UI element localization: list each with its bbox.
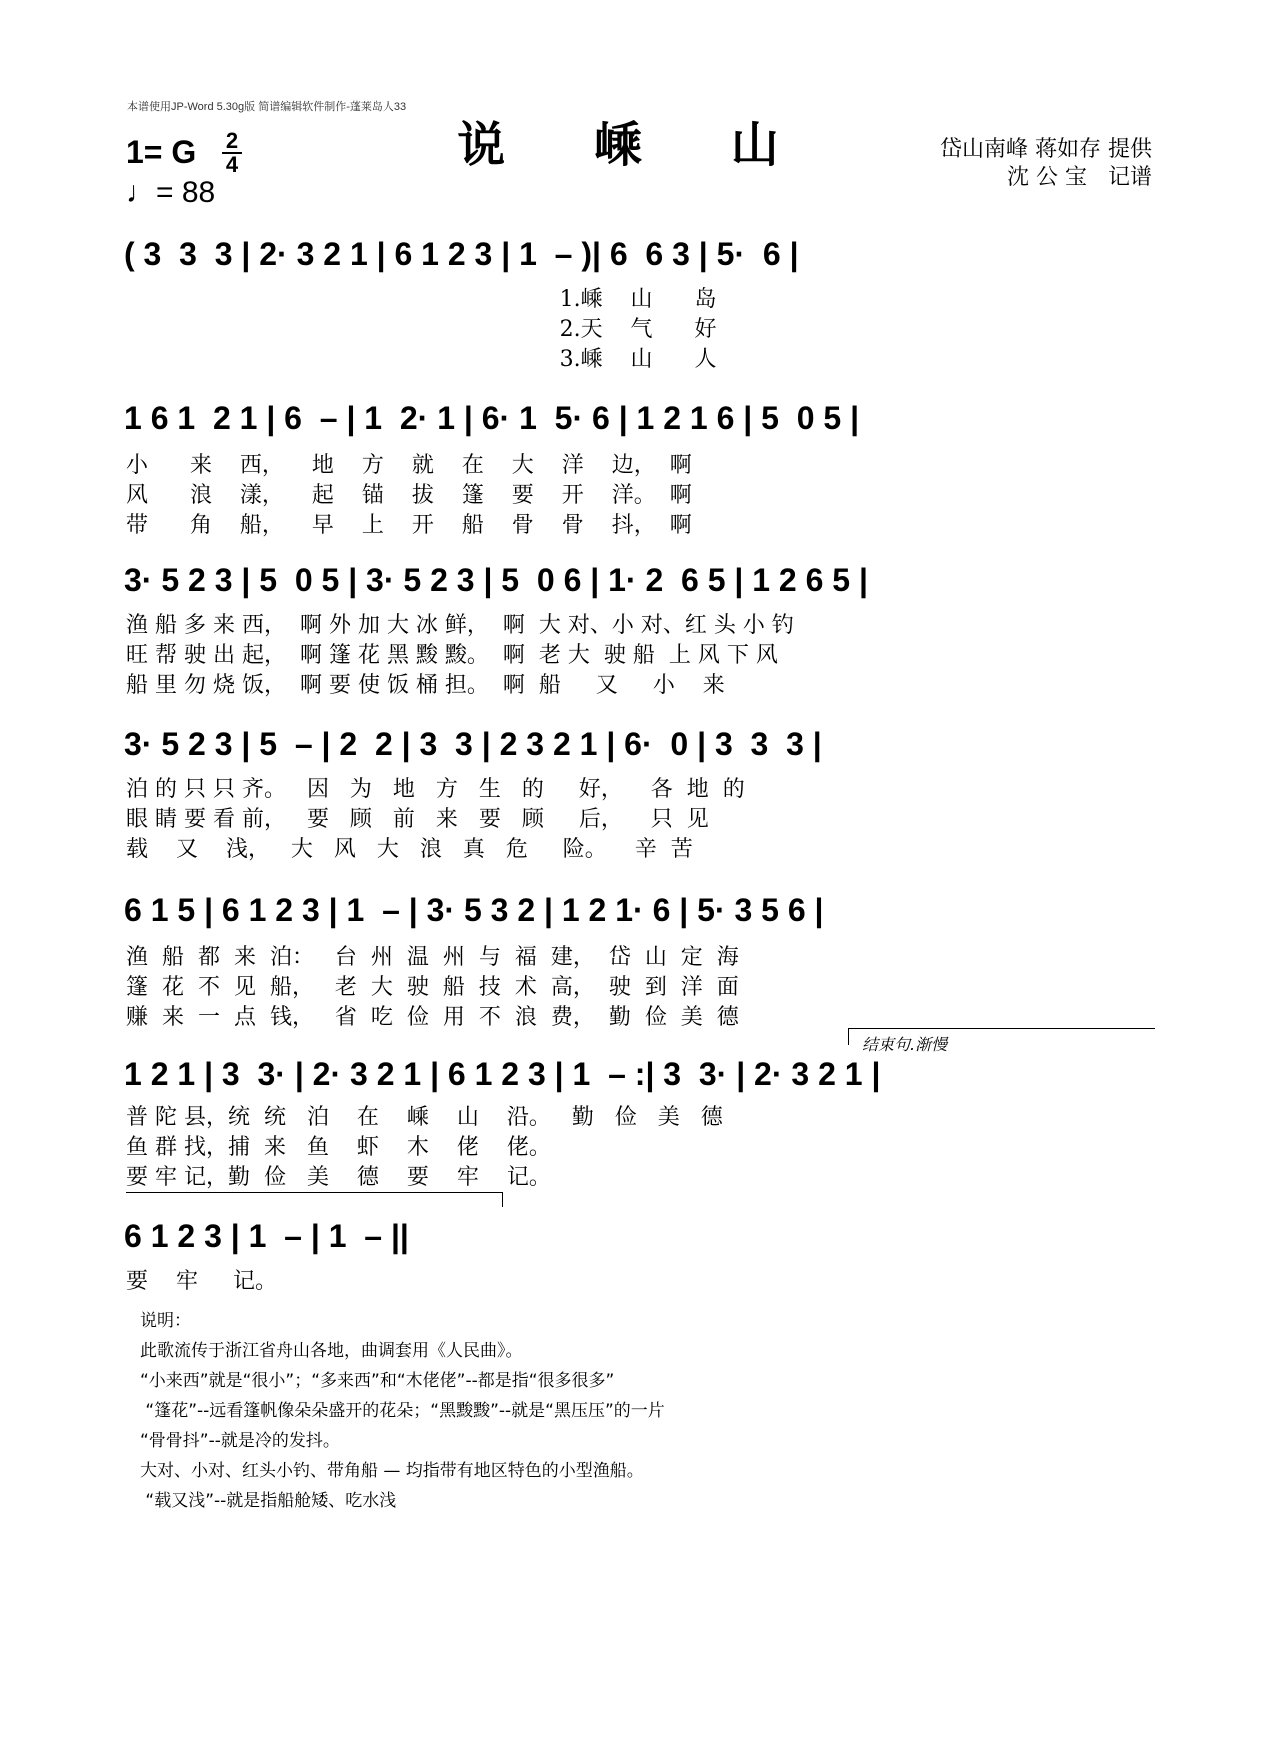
time-bottom: 4 — [225, 152, 239, 177]
notes-line: 3· 5 2 3 | 5 0 5 | 3· 5 2 3 | 5 0 6 | 1· 2 6 5 | 1 2 6 5 | — [124, 562, 868, 598]
explanation-heading: 说明： — [140, 1311, 191, 1331]
notes-line: 1 6 1 2 1 | 6 – | 1 2· 1 | 6· 1 5· 6 | 1 2 1 6 | 5 0 5 | — [124, 400, 860, 436]
lyric-verse-2: 风 浪 漾， 起 锚 拔 篷 要 开 洋。 啊 — [126, 483, 692, 508]
lyric-verse-3: 要 牢 记，勤 俭 美 德 要 牢 记。 — [126, 1165, 551, 1190]
explanation-line: 大对、小对、红头小钓、带角船 — 均指带有地区特色的小型渔船。 — [140, 1461, 644, 1481]
time-top: 2 — [225, 128, 239, 153]
score-row-6 — [120, 1052, 1160, 1100]
lyric-verse-3: 船 里 勿 烧 饭， 啊 要 使 饭 桶 担。 啊 船 又 小 来 — [126, 673, 725, 698]
notes-line: 3· 5 2 3 | 5 – | 2 2 | 3 3 | 2 3 2 1 | 6· 0 | 3 3 3 | — [124, 726, 822, 762]
software-note: 本谱使用JP-Word 5.30g版 简谱编辑软件制作-蓬莱岛人33 — [127, 101, 407, 113]
lyric-verse-2: 篷 花 不 见 船， 老 大 驶 船 技 术 高， 驶 到 洋 面 — [126, 975, 739, 1000]
lyric-verse-3: 3.嵊 山 人 — [126, 347, 717, 372]
lyric-verse-3: 赚 来 一 点 钱， 省 吃 俭 用 不 浪 费， 勤 俭 美 德 — [126, 1005, 739, 1030]
explanation-block — [140, 1306, 665, 1516]
explanation-line: “小来西”就是“很小”；“多来西”和“木佬佬”--都是指“很多很多” — [140, 1371, 615, 1391]
explanation-line: “篷花”--远看篷帆像朵朵盛开的花朵；“黑黢黢”--就是“黑压压”的一片 — [140, 1401, 665, 1421]
time-signature — [222, 130, 242, 176]
credit-transcriber: 沈 公 宝 记谱 — [1007, 165, 1152, 190]
score-row-2 — [120, 396, 1160, 444]
score-row-7 — [120, 1214, 1160, 1262]
lyric-verse-1: 渔 船 都 来 泊： 台 州 温 州 与 福 建， 岱 山 定 海 — [126, 945, 739, 970]
lyric-verse-2: 鱼 群 找，捕 来 鱼 虾 木 佬 佬。 — [126, 1135, 551, 1160]
lyric-verse-2: 2.天 气 好 — [126, 317, 717, 342]
notes-line: 6 1 5 | 6 1 2 3 | 1 – | 3· 5 3 2 | 1 2 1· 6 | 5· 3 5 6 | — [124, 892, 824, 928]
page-title: 说 嵊 山 — [457, 117, 815, 173]
credit-provider: 岱山南峰 蒋如存 提供 — [940, 137, 1152, 162]
lyric-verse-3: 带 角 船， 早 上 开 船 骨 骨 抖， 啊 — [126, 513, 692, 538]
explanation-line: “载又浅”--就是指船舱矮、吃水浅 — [140, 1491, 397, 1511]
key-signature: 1= G — [126, 134, 197, 170]
notes-line: 6 1 2 3 | 1 – | 1 – || — [124, 1218, 409, 1254]
score-row-3 — [120, 558, 1160, 606]
tempo-marking: ♩= 88 — [126, 176, 216, 209]
lyric-verse-1: 要 牢 记。 — [126, 1269, 277, 1294]
lyric-verse-1: 泊 的 只 只 齐。 因 为 地 方 生 的 好， 各 地 的 — [126, 777, 745, 802]
score-row-5 — [120, 888, 1160, 936]
notes-line: 1 2 1 | 3 3· | 2· 3 2 1 | 6 1 2 3 | 1 – :| 3 3· | 2· 3 2 1 | — [124, 1056, 881, 1092]
score-row-4 — [120, 722, 1160, 770]
lyric-verse-2: 眼 睛 要 看 前， 要 顾 前 来 要 顾 后， 只 见 — [126, 807, 709, 832]
lyric-verse-1: 渔 船 多 来 西， 啊 外 加 大 冰 鲜， 啊 大 对、小 对、红 头 小 钓 — [126, 613, 794, 638]
explanation-line: 此歌流传于浙江省舟山各地，曲调套用《人民曲》。 — [140, 1341, 523, 1361]
lyric-verse-1: 1.嵊 山 岛 — [126, 287, 717, 312]
lyric-verse-1: 普 陀 县，统 统 泊 在 嵊 山 沿。 勤 俭 美 德 — [126, 1105, 723, 1130]
score-row-1 — [120, 232, 1160, 280]
volta-bracket-end — [126, 1192, 503, 1207]
explanation-line: “骨骨抖”--就是冷的发抖。 — [140, 1431, 340, 1451]
lyric-verse-1: 小 来 西， 地 方 就 在 大 洋 边， 啊 — [126, 453, 692, 478]
lyric-verse-3: 载 又 浅， 大 风 大 浪 真 危 险。 辛 苦 — [126, 837, 693, 862]
volta-label: 结束句.渐慢 — [862, 1035, 948, 1054]
notes-line: ( 3 3 3 | 2· 3 2 1 | 6 1 2 3 | 1 – )| 6 6 3 | 5· 6 | — [124, 236, 799, 272]
lyric-verse-2: 旺 帮 驶 出 起， 啊 篷 花 黑 黢 黢。 啊 老 大 驶 船 上 风 下 风 — [126, 643, 778, 668]
